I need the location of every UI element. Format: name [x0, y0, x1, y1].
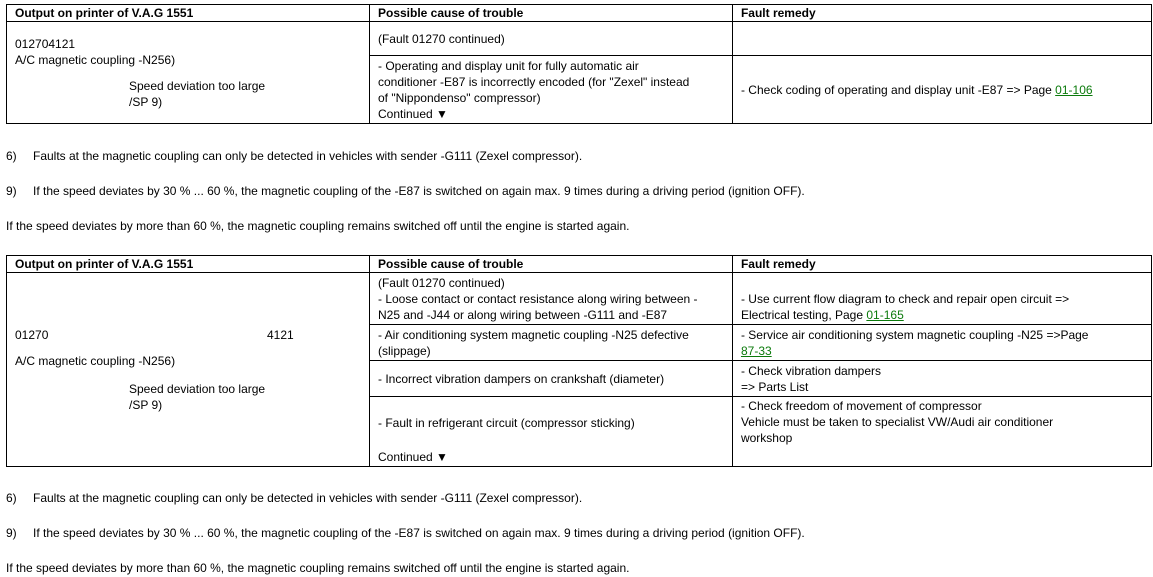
table-header-row [7, 256, 1152, 273]
footnote-6 [6, 490, 582, 506]
remedy-line [741, 307, 1143, 323]
cause-line: - Operating and display unit for fully automatic air [377, 58, 639, 73]
cause-line: - Loose contact or contact resistance along wiring between - [377, 291, 698, 306]
remedy-cell [732, 397, 1151, 467]
fault-code: 012704121 [15, 36, 76, 51]
remedy-cell [732, 361, 1151, 397]
deviation-line2: /SP 9) [129, 397, 163, 412]
cause-text: (Fault 01270 continued) [377, 31, 505, 46]
fault-table-2 [6, 255, 1152, 467]
header-remedy: Fault remedy [732, 256, 1151, 273]
deviation-line1: Speed deviation too large [129, 381, 266, 396]
header-cause: Possible cause of trouble [369, 256, 732, 273]
deviation-line1: Speed deviation too large [129, 78, 266, 93]
cause-line: - Air conditioning system magnetic coupling -N25 defective [377, 327, 689, 342]
header-cause: Possible cause of trouble [369, 5, 732, 22]
header-output: Output on printer of V.A.G 1551 [7, 5, 370, 22]
cause-line: - Fault in refrigerant circuit (compressor sticking) [377, 416, 635, 430]
table-row [7, 273, 1152, 325]
remedy-line [741, 343, 1143, 359]
continued-link[interactable]: Continued ▼ [377, 450, 448, 464]
header-output: Output on printer of V.A.G 1551 [7, 256, 370, 273]
footnote-6 [6, 148, 582, 164]
page-link[interactable]: 01-165 [866, 308, 904, 322]
cause-cell [369, 397, 732, 467]
footnote-number: 9) [6, 526, 17, 540]
remedy-text: - Check coding of operating and display unit -E87 => Page [740, 82, 1056, 97]
footnote-9 [6, 183, 805, 199]
remedy-cell [732, 56, 1151, 124]
cause-cell [369, 273, 732, 325]
remedy-text: Electrical testing, Page [740, 308, 867, 322]
remedy-line: - Use current flow diagram to check and repair open circuit => [740, 292, 1070, 306]
footnote-number: 6) [6, 149, 17, 163]
footnote-number: 9) [6, 184, 17, 198]
cause-heading: (Fault 01270 continued) [377, 275, 505, 290]
fault-code-secondary: 4121 [267, 327, 294, 342]
cause-cell [369, 361, 732, 397]
output-cell [7, 22, 370, 124]
cause-text: - Incorrect vibration dampers on crankshaft (diameter) [377, 371, 665, 386]
cause-line: N25 and -J44 or along wiring between -G111 and -E87 [377, 307, 668, 322]
fault-component: A/C magnetic coupling -N256) [15, 353, 176, 368]
continued-link[interactable]: Continued ▼ [377, 106, 448, 121]
cause-line: conditioner -E87 is incorrectly encoded (for "Zexel" instead [377, 74, 690, 89]
cause-line: (slippage) [377, 343, 431, 358]
table-row [7, 22, 1152, 56]
page-link[interactable]: 87-33 [740, 343, 772, 358]
cause-line: of "Nippondenso" compressor) [377, 90, 541, 105]
footnote-extra: If the speed deviates by more than 60 %, the magnetic coupling remains switched off until the engine is started again. [6, 219, 630, 233]
cause-cell [369, 56, 732, 124]
remedy-cell [732, 273, 1151, 325]
footnote-extra: If the speed deviates by more than 60 %, the magnetic coupling remains switched off until the engine is started again. [6, 561, 630, 575]
remedy-line: workshop [740, 431, 793, 445]
remedy-line: Vehicle must be taken to specialist VW/Audi air conditioner [740, 415, 1054, 429]
fault-code: 01270 [15, 327, 49, 342]
output-cell [7, 273, 370, 467]
remedy-line: - Service air conditioning system magnetic coupling -N25 =>Page [740, 327, 1089, 342]
fault-code-line [15, 327, 361, 343]
page-link[interactable]: 01-106 [1055, 82, 1093, 97]
remedy-line: - Check vibration dampers [740, 363, 882, 378]
footnote-text: If the speed deviates by 30 % ... 60 %, the magnetic coupling of the -E87 is switched on again max. 9 times during a driving period (ignition OFF). [33, 184, 805, 198]
remedy-line: => Parts List [740, 379, 809, 394]
remedy-line: - Check freedom of movement of compressor [740, 399, 982, 413]
table-header-row [7, 5, 1152, 22]
footnote-text: Faults at the magnetic coupling can only be detected in vehicles with sender -G111 (Zexel compressor). [33, 491, 583, 505]
cause-cell [369, 325, 732, 361]
remedy-cell [732, 325, 1151, 361]
header-remedy: Fault remedy [732, 5, 1151, 22]
fault-component: A/C magnetic coupling -N256) [15, 52, 176, 67]
footnote-9 [6, 525, 805, 541]
footnote-number: 6) [6, 491, 17, 505]
footnote-text: If the speed deviates by 30 % ... 60 %, the magnetic coupling of the -E87 is switched on again max. 9 times during a driving period (ignition OFF). [33, 526, 805, 540]
footnote-text: Faults at the magnetic coupling can only be detected in vehicles with sender -G111 (Zexel compressor). [33, 149, 583, 163]
fault-table-1 [6, 4, 1152, 124]
remedy-cell-empty [732, 22, 1151, 56]
cause-cell [369, 22, 732, 56]
deviation-line2: /SP 9) [129, 94, 163, 109]
